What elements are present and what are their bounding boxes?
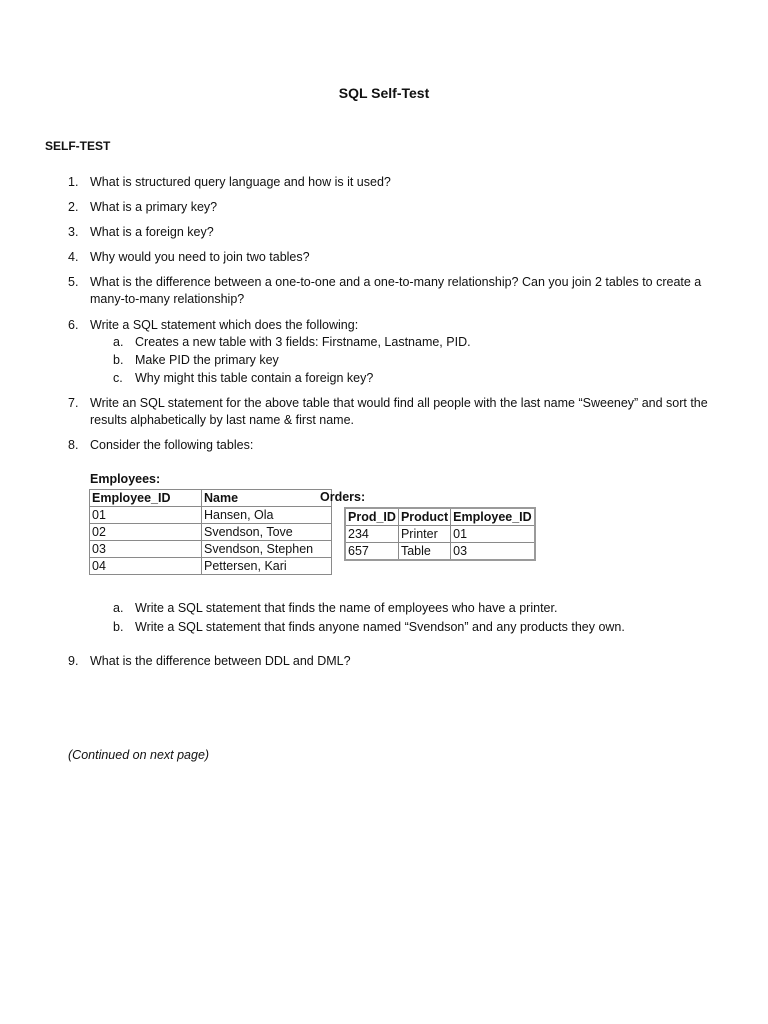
table-cell: 234	[345, 526, 398, 543]
table-cell: 01	[451, 526, 535, 543]
sub-number: a.	[113, 335, 124, 349]
table-cell: Printer	[398, 526, 450, 543]
table-header-row	[345, 508, 535, 526]
question-number: 6.	[68, 318, 79, 332]
table-row	[90, 524, 332, 541]
header-cell: Name	[202, 490, 332, 507]
question-text: What is the difference between DDL and DML?	[90, 654, 351, 668]
employees-table-label: Employees:	[90, 472, 161, 486]
table-row	[90, 507, 332, 524]
table-header-row	[90, 490, 332, 507]
sub-text: Creates a new table with 3 fields: Firstname, Lastname, PID.	[135, 335, 471, 349]
sub-text: Write a SQL statement that finds anyone named “Svendson” and any products they own.	[135, 620, 625, 634]
question-text: What is a primary key?	[90, 200, 218, 214]
sub-number: b.	[113, 620, 124, 634]
table-row	[345, 526, 535, 543]
orders-table-label: Orders:	[320, 490, 366, 504]
table-cell: 04	[90, 558, 202, 575]
question-text: Write a SQL statement which does the following:	[90, 318, 359, 332]
question-number: 7.	[68, 396, 79, 410]
table-cell: Pettersen, Kari	[202, 558, 332, 575]
table-row	[90, 558, 332, 575]
question-number: 4.	[68, 250, 79, 264]
question-text: Write an SQL statement for the above table that would find all people with the last name “Sweeney” and sort the results alphabetically by last name & first name.	[90, 396, 708, 427]
continued-note: (Continued on next page)	[68, 748, 210, 762]
header-cell: Employee_ID	[90, 490, 202, 507]
table-cell: 657	[345, 543, 398, 561]
question-text: What is structured query language and how is it used?	[90, 175, 391, 189]
table-cell: Hansen, Ola	[202, 507, 332, 524]
table-cell: 03	[90, 541, 202, 558]
question-number: 3.	[68, 225, 79, 239]
table-cell: Svendson, Tove	[202, 524, 332, 541]
header-cell: Employee_ID	[451, 508, 535, 526]
sub-number: a.	[113, 601, 124, 615]
question-text: Consider the following tables:	[90, 438, 254, 452]
sub-number: b.	[113, 353, 124, 367]
table-cell: 03	[451, 543, 535, 561]
sub-text: Write a SQL statement that finds the name of employees who have a printer.	[135, 601, 558, 615]
orders-table	[344, 507, 536, 561]
table-cell: Svendson, Stephen	[202, 541, 332, 558]
question-number: 9.	[68, 654, 79, 668]
header-cell: Product	[398, 508, 450, 526]
question-number: 2.	[68, 200, 79, 214]
question-text: What is the difference between a one-to-one and a one-to-many relationship? Can you join 2 tables to create a many-to-many relationship?	[90, 275, 702, 306]
section-heading: SELF-TEST	[45, 139, 111, 153]
table-row	[345, 543, 535, 561]
employees-table	[89, 489, 332, 575]
question-number: 8.	[68, 438, 79, 452]
table-row	[90, 541, 332, 558]
question-number: 1.	[68, 175, 79, 189]
question-text: Why would you need to join two tables?	[90, 250, 310, 264]
table-cell: 02	[90, 524, 202, 541]
question-text: What is a foreign key?	[90, 225, 214, 239]
page-title: SQL Self-Test	[338, 85, 430, 101]
sub-text: Why might this table contain a foreign key?	[135, 371, 374, 385]
sub-number: c.	[113, 371, 123, 385]
question-number: 5.	[68, 275, 79, 289]
table-cell: 01	[90, 507, 202, 524]
header-cell: Prod_ID	[345, 508, 398, 526]
sub-text: Make PID the primary key	[135, 353, 279, 367]
table-cell: Table	[398, 543, 450, 561]
